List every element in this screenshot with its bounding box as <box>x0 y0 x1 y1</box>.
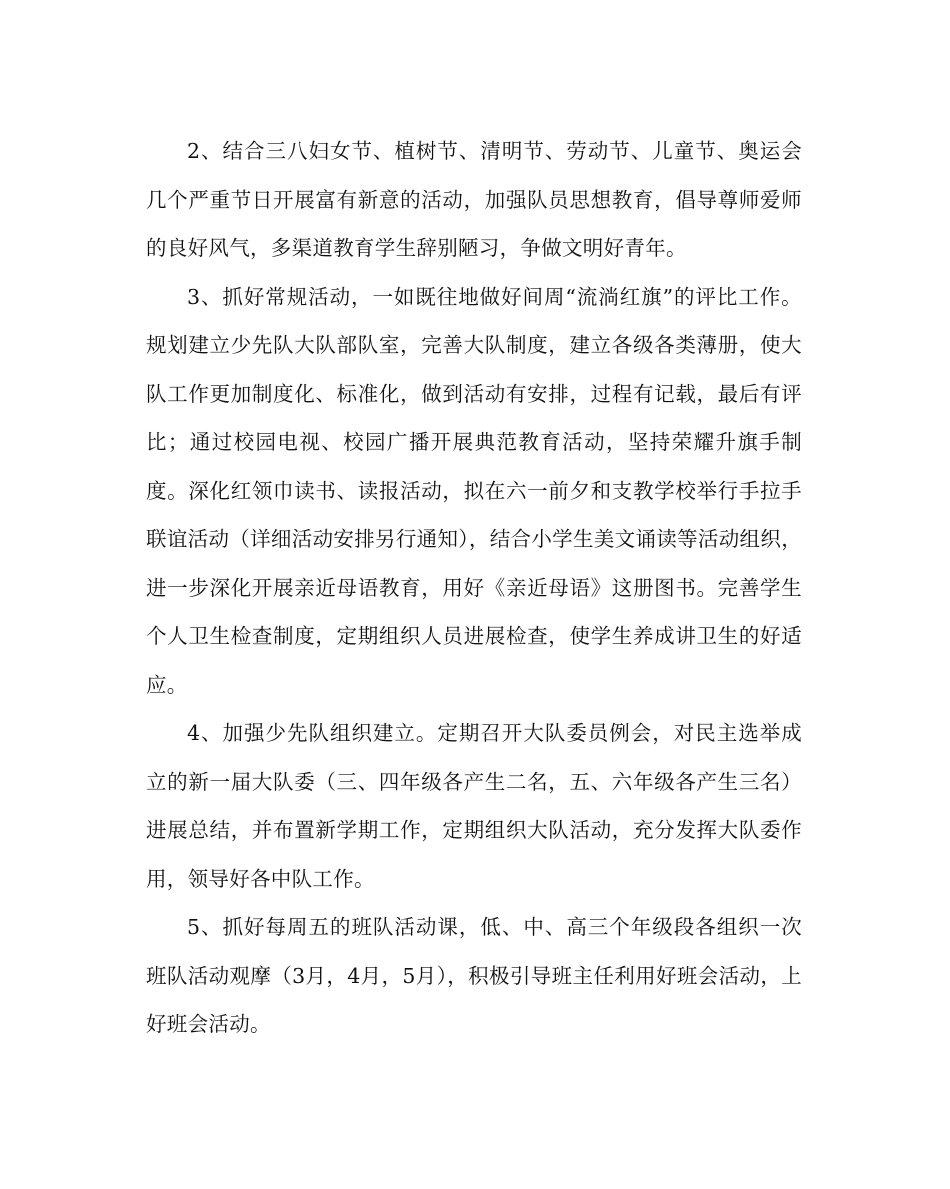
paragraph-5: 5、抓好每周五的班队活动课，低、中、高三个年级段各组织一次班队活动观摩（3月，4月，5月），积极引导班主任利用好班会活动，上好班会活动。 <box>146 915 802 1036</box>
paragraph-3: 3、抓好常规活动，一如既往地做好间周“流淌红旗”的评比工作。规划建立少先队大队部队室，完善大队制度，建立各级各类薄册，使大队工作更加制度化、标准化，做到活动有安排，过程有记载，最后有评比；通过校园电视、校园广播开展典范教育活动，坚持荣耀升旗手制度。深化红领巾读书、读报活动，拟在六一前夕和支教学校举行手拉手联谊活动（详细活动安排另行通知），结合小学生美文诵读等活动组织，进一步深化开展亲近母语教育，用好《亲近母语》这册图书。完善学生个人卫生检查制度，定期组织人员进展检查，使学生养成讲卫生的好适应。 <box>146 284 802 697</box>
paragraph-2: 2、结合三八妇女节、植树节、清明节、劳动节、儿童节、奥运会几个严重节日开展富有新意的活动，加强队员思想教育，倡导尊师爱师的良好风气，多渠道教育学生辞别陋习，争做文明好青年。 <box>146 139 802 260</box>
paragraph-4: 4、加强少先队组织建立。定期召开大队委员例会，对民主选举成立的新一届大队委（三、四年级各产生二名，五、六年级各产生三名）进展总结，并布置新学期工作，定期组织大队活动，充分发挥大队委作用，领导好各中队工作。 <box>146 721 802 891</box>
document-body <box>146 127 802 1049</box>
